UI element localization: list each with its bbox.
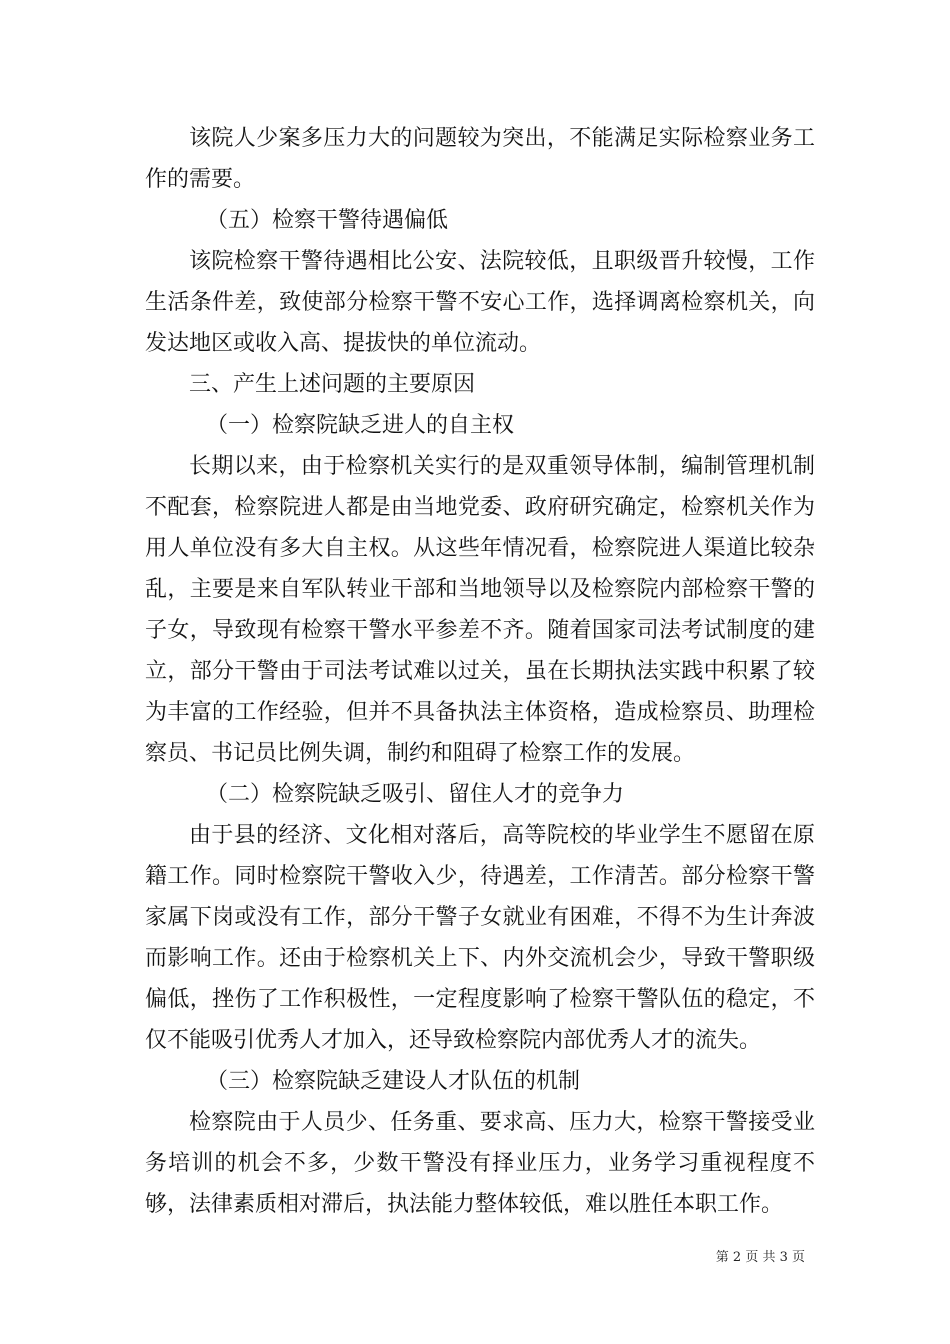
section-heading-5: （五）检察干警待遇偏低 xyxy=(206,208,449,233)
paragraph-mechanism: 检察院由于人员少、任务重、要求高、压力大，检察干警接受业务培训的机会不多，少数干警没有择业压力，业务学习重视程度不够，法律素质相对滞后，执法能力整体较低，难以胜任本职工作。 xyxy=(145,1110,815,1217)
page-number: 第 2 页 共 3 页 xyxy=(715,1250,805,1265)
paragraph-low-treatment: 该院检察干警待遇相比公安、法院较低，且职级晋升较慢，工作生活条件差，致使部分检察干警不安心工作，选择调离检察机关，向发达地区或收入高、提拔快的单位流动。 xyxy=(145,249,815,356)
paragraph-competitiveness: 由于县的经济、文化相对落后，高等院校的毕业学生不愿留在原籍工作。同时检察院干警收入少，待遇差，工作清苦。部分检察干警家属下岗或没有工作，部分干警子女就业有困难，不得不为生计奔波而影响工作。还由于检察机关上下、内外交流机会少，导致干警职级偏低，挫伤了工作积极性，一定程度影响了检察干警队伍的稳定，不仅不能吸引优秀人才加入，还导致检察院内部优秀人才的流失。 xyxy=(145,823,815,1053)
paragraph-staff-pressure: 该院人少案多压力大的问题较为突出，不能满足实际检察业务工作的需要。 xyxy=(145,126,815,192)
paragraph-autonomy: 长期以来，由于检察机关实行的是双重领导体制，编制管理机制不配套，检察院进人都是由当地党委、政府研究确定，检察机关作为用人单位没有多大自主权。从这些年情况看，检察院进人渠道比较杂乱，主要是来自军队转业干部和当地领导以及检察院内部检察干警的子女，导致现有检察干警水平参差不齐。随着国家司法考试制度的建立，部分干警由于司法考试难以过关，虽在长期执法实践中积累了较为丰富的工作经验，但并不具备执法主体资格，造成检察员、助理检察员、书记员比例失调，制约和阻碍了检察工作的发展。 xyxy=(145,454,815,766)
document-body xyxy=(145,118,815,1225)
section-heading-3: （三）检察院缺乏建设人才队伍的机制 xyxy=(206,1069,581,1094)
section-heading-1: （一）检察院缺乏进人的自主权 xyxy=(206,413,515,438)
chapter-heading-causes: 三、产生上述问题的主要原因 xyxy=(189,372,476,397)
section-heading-2: （二）检察院缺乏吸引、留住人才的竞争力 xyxy=(206,782,625,807)
